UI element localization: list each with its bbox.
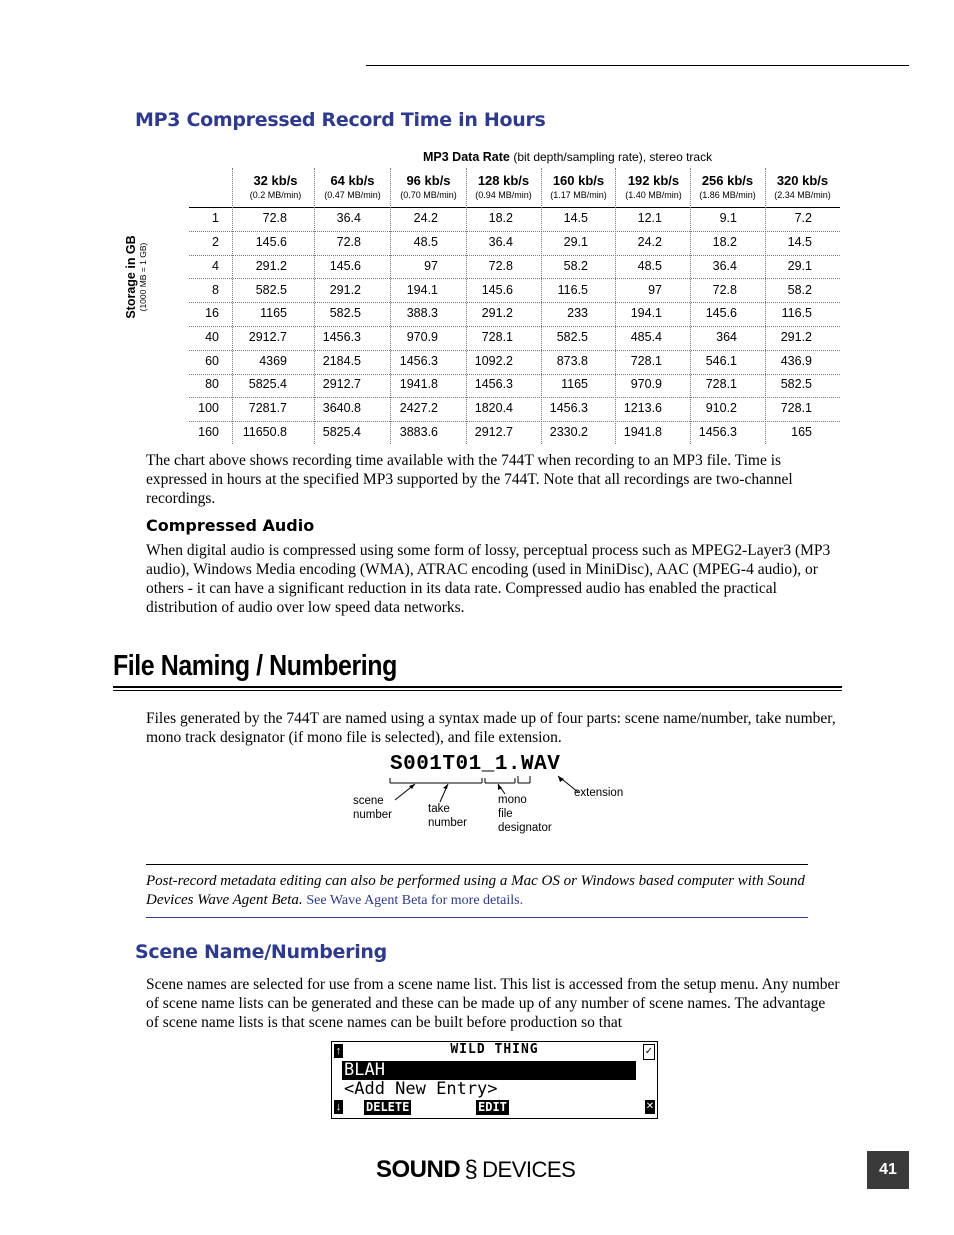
take-label-line1: take — [428, 803, 450, 815]
page-number: 41 — [867, 1151, 909, 1189]
rate-label: 128 kb/s — [477, 173, 530, 188]
rate-label: 64 kb/s — [330, 173, 375, 188]
scene-paragraph: Scene names are selected for use from a scene name list. This list is accessed from the setup menu. Any number of scene name lists can be generated and these can be made up of any number of scene names. The advantage of scene name lists is that scene names can be built before production so that — [146, 976, 840, 1031]
hours-cell: 194.1 — [630, 306, 662, 320]
file-naming-heading: File Naming / Numbering — [113, 650, 397, 682]
rate-header — [315, 173, 390, 200]
storage-gb-cell: 16 — [205, 306, 219, 320]
hours-cell: 145.6 — [705, 306, 737, 320]
x-icon: ✕ — [645, 1101, 655, 1112]
heading-rule-bottom — [113, 690, 842, 691]
hours-cell: 2912.7 — [322, 377, 361, 391]
hours-cell: 18.2 — [712, 235, 737, 249]
take-number-label — [428, 802, 467, 830]
hours-cell: 29.1 — [563, 235, 588, 249]
storage-gb-cell: 4 — [212, 259, 219, 273]
wave-agent-note — [146, 872, 808, 910]
rate-header — [238, 173, 313, 200]
hours-cell: 291.2 — [780, 330, 812, 344]
hours-cell: 1165 — [260, 306, 287, 320]
row-divider — [189, 350, 840, 351]
mono-label-line3: designator — [498, 822, 552, 834]
storage-gb-cell: 160 — [198, 425, 219, 439]
lcd-title: WILD THING — [450, 1042, 539, 1057]
scene-section-heading: Scene Name/Numbering — [135, 941, 387, 963]
hours-cell: 728.1 — [705, 377, 737, 391]
hours-cell: 24.2 — [637, 235, 662, 249]
hours-cell: 546.1 — [705, 354, 737, 368]
rate-sublabel: (1.17 MB/min) — [550, 190, 607, 200]
wave-agent-link[interactable]: See Wave Agent Beta for more details. — [306, 893, 524, 908]
hours-cell: 1456.3 — [322, 330, 361, 344]
hours-cell: 582.5 — [780, 377, 812, 391]
scene-number-label — [353, 794, 392, 822]
lcd-selected-entry[interactable]: BLAH — [342, 1061, 636, 1080]
row-divider — [189, 374, 840, 375]
rate-label: 32 kb/s — [253, 173, 298, 188]
table-caption — [423, 150, 712, 164]
hours-cell: 1165 — [561, 377, 588, 391]
hours-cell: 116.5 — [557, 283, 588, 297]
hours-cell: 4369 — [259, 354, 287, 368]
up-arrow-icon: ↑ — [335, 1045, 342, 1057]
row-divider — [189, 302, 840, 303]
table-caption-rest: (bit depth/sampling rate), stereo track — [513, 150, 713, 164]
rate-label: 320 kb/s — [776, 173, 829, 188]
hours-cell: 48.5 — [637, 259, 662, 273]
compressed-audio-paragraph: When digital audio is compressed using some form of lossy, perceptual process such as MPEG2-Layer3 (MP3 audio), Windows Media encoding (WMA), ATRAC encoding (used in MiniDisc), AAC (MPEG-4 audio), or others - it can have a significant reduction in its data rate. Compressed audio has enabled the practical distribution of audio over low speed data networks. — [146, 542, 831, 616]
hours-cell: 436.9 — [780, 354, 812, 368]
hours-cell: 116.5 — [781, 306, 812, 320]
hours-cell: 910.2 — [705, 401, 737, 415]
rate-header — [466, 173, 541, 200]
hours-cell: 388.3 — [406, 306, 438, 320]
hours-cell: 1456.3 — [549, 401, 588, 415]
rate-sublabel: (0.70 MB/min) — [400, 190, 457, 200]
hours-cell: 97 — [648, 283, 662, 297]
hours-cell: 970.9 — [406, 330, 438, 344]
down-arrow-icon: ↓ — [335, 1101, 342, 1113]
hours-cell: 72.8 — [336, 235, 361, 249]
hours-cell: 72.8 — [488, 259, 513, 273]
hours-cell: 582.5 — [329, 306, 361, 320]
logo-sound: SOUND — [376, 1156, 461, 1183]
storage-gb-cell: 100 — [198, 401, 219, 415]
note-rule-bottom — [146, 917, 808, 918]
hours-cell: 3883.6 — [399, 425, 438, 439]
hours-cell: 1941.8 — [399, 377, 438, 391]
storage-gb-cell: 80 — [205, 377, 219, 391]
hours-cell: 291.2 — [329, 283, 361, 297]
hours-cell: 582.5 — [556, 330, 588, 344]
hours-cell: 2912.7 — [474, 425, 513, 439]
check-icon: ✓ — [643, 1044, 655, 1060]
hours-cell: 1456.3 — [399, 354, 438, 368]
hours-cell: 1213.6 — [623, 401, 662, 415]
rate-header — [690, 173, 765, 200]
hours-cell: 1456.3 — [474, 377, 513, 391]
example-filename: S001T01_1.WAV — [390, 753, 561, 776]
storage-gb-cell: 40 — [205, 330, 219, 344]
hours-cell: 18.2 — [488, 211, 513, 225]
logo-devices: DEVICES — [482, 1157, 576, 1182]
hours-cell: 2427.2 — [399, 401, 438, 415]
hours-cell: 72.8 — [262, 211, 287, 225]
hours-cell: 2184.5 — [322, 354, 361, 368]
row-divider — [189, 231, 840, 232]
table-header-rule — [189, 207, 840, 208]
file-naming-paragraph: Files generated by the 744T are named using a syntax made up of four parts: scene name/number, take number, mono track designator (if mono file is selected), and file extension. — [146, 710, 836, 746]
lcd-delete-softkey[interactable]: DELETE — [366, 1100, 410, 1114]
lcd-add-entry[interactable]: <Add New Entry> — [344, 1079, 498, 1099]
hours-cell: 364 — [716, 330, 737, 344]
hours-cell: 291.2 — [481, 306, 513, 320]
hours-cell: 58.2 — [787, 283, 812, 297]
hours-cell: 582.5 — [255, 283, 287, 297]
sound-devices-logo — [376, 1156, 575, 1184]
hours-cell: 728.1 — [481, 330, 513, 344]
hours-cell: 291.2 — [255, 259, 287, 273]
hours-cell: 5825.4 — [248, 377, 287, 391]
storage-gb-cell: 60 — [205, 354, 219, 368]
hours-cell: 5825.4 — [322, 425, 361, 439]
row-divider — [189, 397, 840, 398]
row-divider — [189, 255, 840, 256]
lcd-screen — [331, 1041, 658, 1119]
hours-cell: 873.8 — [556, 354, 588, 368]
hours-cell: 36.4 — [712, 259, 737, 273]
hours-cell: 145.6 — [481, 283, 513, 297]
storage-gb-cell: 8 — [212, 283, 219, 297]
hours-cell: 2912.7 — [248, 330, 287, 344]
storage-gb-cell: 2 — [212, 235, 219, 249]
hours-cell: 36.4 — [488, 235, 513, 249]
hours-cell: 970.9 — [630, 377, 662, 391]
storage-axis-label — [124, 217, 148, 337]
rate-sublabel: (0.2 MB/min) — [249, 190, 302, 200]
hours-cell: 29.1 — [787, 259, 812, 273]
rate-sublabel: (1.40 MB/min) — [625, 190, 682, 200]
hours-cell: 9.1 — [719, 211, 737, 225]
rate-sublabel: (0.47 MB/min) — [324, 190, 381, 200]
mono-label-line1: mono — [498, 794, 527, 806]
hours-cell: 233 — [567, 306, 588, 320]
extension-label: extension — [574, 787, 624, 799]
hours-cell: 1941.8 — [623, 425, 662, 439]
table-caption-bold: MP3 Data Rate — [423, 150, 510, 164]
hours-cell: 145.6 — [255, 235, 287, 249]
hours-cell: 728.1 — [780, 401, 812, 415]
hours-cell: 24.2 — [413, 211, 438, 225]
row-divider — [189, 326, 840, 327]
rate-sublabel: (0.94 MB/min) — [475, 190, 532, 200]
hours-cell: 7281.7 — [248, 401, 287, 415]
hours-cell: 14.5 — [787, 235, 812, 249]
scene-label-line1: scene — [353, 795, 384, 807]
hours-cell: 728.1 — [630, 354, 662, 368]
scene-label-line2: number — [353, 809, 392, 821]
hours-cell: 1092.2 — [474, 354, 513, 368]
hours-cell: 14.5 — [563, 211, 588, 225]
mono-designator-label — [498, 793, 552, 835]
rate-header — [765, 173, 840, 200]
hours-cell: 194.1 — [406, 283, 438, 297]
storage-label: Storage in GB — [124, 235, 138, 319]
hours-cell: 485.4 — [630, 330, 662, 344]
lcd-edit-softkey[interactable]: EDIT — [478, 1100, 507, 1114]
note-text: Post-record metadata editing can also be performed using a Mac OS or Windows based computer with Sound Devices Wave Agent Beta. — [146, 873, 805, 908]
storage-gb-cell: 1 — [212, 211, 219, 225]
rate-label: 160 kb/s — [552, 173, 605, 188]
hours-cell: 11650.8 — [242, 425, 287, 439]
rate-header — [616, 173, 691, 200]
take-label-line2: number — [428, 817, 467, 829]
hours-cell: 145.6 — [329, 259, 361, 273]
logo-swirl-icon: § — [464, 1156, 478, 1183]
row-divider — [189, 278, 840, 279]
hours-cell: 58.2 — [563, 259, 588, 273]
hours-cell: 165 — [791, 425, 812, 439]
hours-cell: 36.4 — [336, 211, 361, 225]
hours-cell: 2330.2 — [549, 425, 588, 439]
note-rule-top — [146, 864, 808, 865]
rate-header — [391, 173, 466, 200]
rate-sublabel: (2.34 MB/min) — [774, 190, 831, 200]
storage-sublabel: (1000 MB = 1 GB) — [138, 242, 148, 312]
rate-header — [541, 173, 616, 200]
compressed-audio-heading: Compressed Audio — [146, 516, 315, 535]
mono-label-line2: file — [498, 808, 513, 820]
hours-cell: 3640.8 — [322, 401, 361, 415]
rate-label: 192 kb/s — [627, 173, 680, 188]
hours-cell: 7.2 — [794, 211, 812, 225]
hours-cell: 97 — [424, 259, 438, 273]
heading-rule-top — [113, 686, 842, 688]
hours-cell: 12.1 — [637, 211, 662, 225]
top-rule — [366, 65, 909, 66]
rate-label: 96 kb/s — [406, 173, 451, 188]
mp3-section-heading: MP3 Compressed Record Time in Hours — [135, 109, 546, 131]
hours-cell: 72.8 — [712, 283, 737, 297]
rate-label: 256 kb/s — [701, 173, 754, 188]
hours-cell: 1820.4 — [474, 401, 513, 415]
row-divider — [189, 421, 840, 422]
hours-cell: 48.5 — [413, 235, 438, 249]
chart-paragraph: The chart above shows recording time available with the 744T when recording to an MP3 file. Time is expressed in hours at the specified MP3 supported by the 744T. Note that all recordings are two-channel recordings. — [146, 452, 793, 507]
hours-cell: 1456.3 — [698, 425, 737, 439]
rate-sublabel: (1.86 MB/min) — [699, 190, 756, 200]
